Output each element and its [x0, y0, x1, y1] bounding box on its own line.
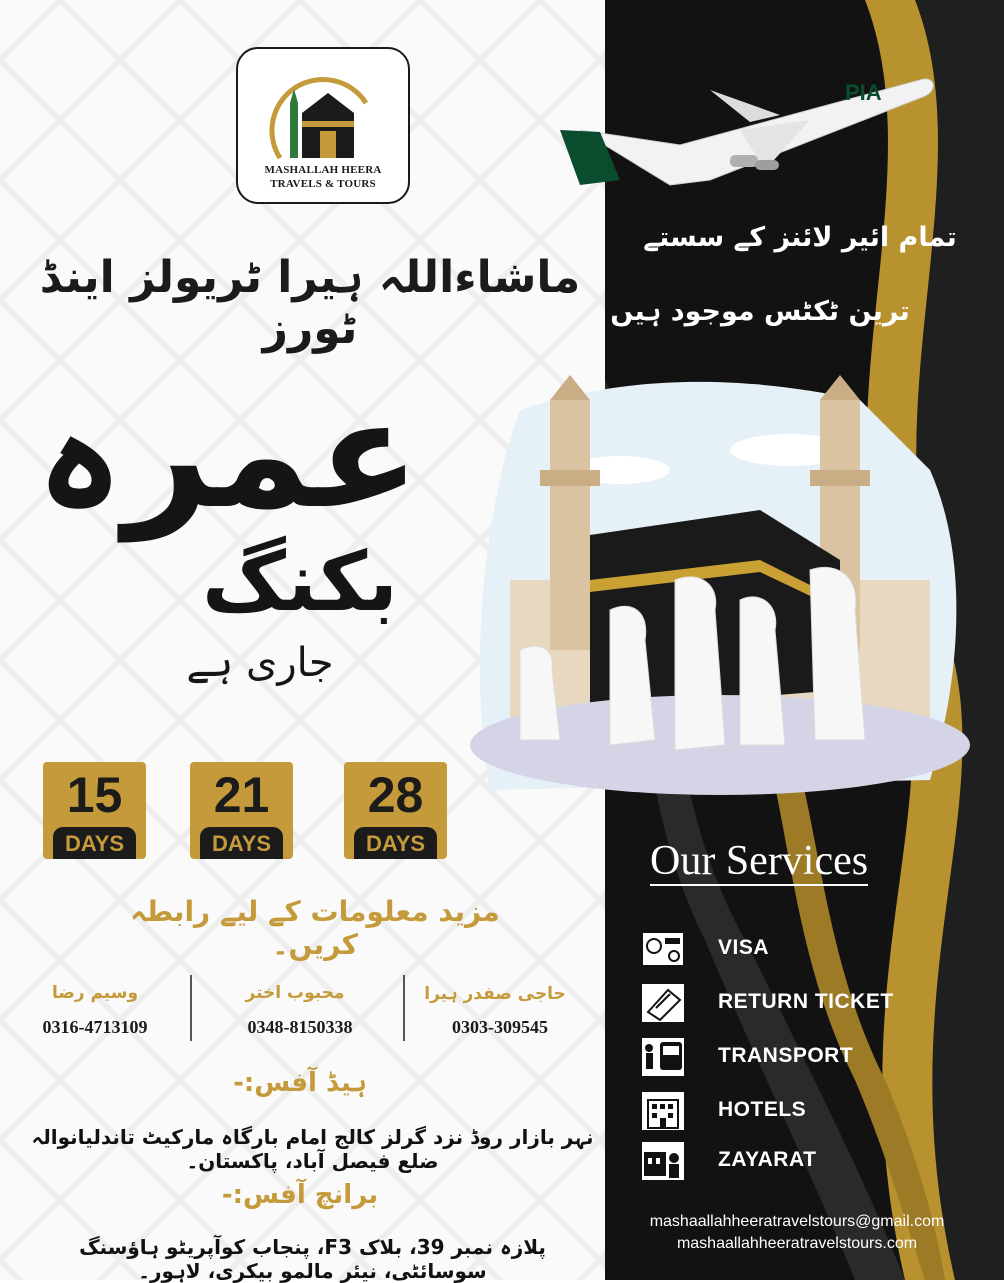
contact-phone[interactable]: 0316-4713109 — [42, 1017, 148, 1037]
airplane-image — [560, 60, 940, 200]
plane-livery-text: PIA — [845, 80, 882, 105]
ticket-icon — [640, 982, 686, 1024]
hero-ongoing-text: جاری ہے — [186, 640, 334, 686]
branch-office-heading: برانچ آفس:- — [221, 1180, 379, 1210]
service-item-visa[interactable] — [640, 928, 980, 972]
package-days-number: 28 — [367, 767, 424, 823]
head-office-address: نہر بازار روڈ نزد گرلز کالج امام بارگاہ مارکیٹ تاندلیانوالہ ضلع فیصل آباد، پاکستان۔ — [31, 1125, 594, 1173]
contact-phone[interactable]: 0303-309545 — [452, 1017, 548, 1037]
service-label: ZAYARAT — [718, 1148, 817, 1171]
package-card-21[interactable] — [190, 762, 293, 859]
contact-name: وسیم رضا — [51, 983, 139, 1003]
airline-text-line2: ترین ٹکٹس موجود ہیں — [610, 296, 910, 327]
branch-office-address: پلازہ نمبر 39، بلاک F3، پنجاب کوآپریٹو ہاؤسنگ سوسائٹی، نیئر مالمو بیکری، لاہور۔ — [79, 1235, 546, 1283]
kaaba-illustration — [460, 360, 980, 810]
service-item-hotels[interactable] — [640, 1090, 980, 1134]
service-item-return-ticket[interactable] — [640, 982, 980, 1026]
contact-phone[interactable]: 0348-8150338 — [247, 1017, 353, 1037]
ziyarat-icon — [640, 1140, 686, 1182]
contact-prompt: مزید معلومات کے لیے رابطہ کریں۔ — [130, 895, 500, 961]
company-title: ماشاءاللہ ہیرا ٹریولز اینڈ ٹورز — [39, 252, 581, 354]
visa-icon — [640, 928, 686, 970]
contact-divider — [190, 975, 192, 1041]
service-label: HOTELS — [718, 1098, 807, 1121]
package-days-number: 21 — [213, 767, 270, 823]
service-label: RETURN TICKET — [718, 990, 894, 1013]
contact-name: محبوب اختر — [245, 983, 345, 1003]
logo-name-line1: MASHALLAH HEERA — [264, 164, 382, 176]
service-item-transport[interactable] — [640, 1036, 980, 1080]
hotel-icon — [640, 1090, 686, 1132]
package-days-label: DAYS — [354, 827, 437, 859]
service-item-zayarat[interactable] — [640, 1140, 980, 1184]
contact-divider — [403, 975, 405, 1041]
email-link[interactable]: mashaallahheeratravelstours@gmail.com — [649, 1213, 945, 1230]
bus-icon — [640, 1036, 686, 1078]
package-days-label: DAYS — [53, 827, 136, 859]
service-label: VISA — [718, 936, 770, 959]
package-days-label: DAYS — [200, 827, 283, 859]
head-office-heading: ہیڈ آفس:- — [233, 1068, 367, 1098]
airline-text-line1: تمام ائیر لائنز کے سستے — [643, 222, 957, 253]
website-link[interactable]: mashaallahheeratravelstours.com — [676, 1235, 918, 1252]
service-label: TRANSPORT — [718, 1044, 854, 1067]
hero-umrah-text: عمرہ — [35, 368, 420, 542]
logo-name-line2: TRAVELS & TOURS — [270, 178, 376, 190]
hero-booking-text: بکنگ — [202, 535, 398, 630]
logo-card — [236, 47, 410, 204]
package-card-15[interactable] — [43, 762, 146, 859]
services-title: Our Services — [650, 838, 869, 884]
contact-name: حاجی صفدر ہیرا — [424, 984, 566, 1004]
package-days-number: 15 — [66, 767, 123, 823]
mosque-logo-icon — [268, 63, 378, 163]
package-card-28[interactable] — [344, 762, 447, 859]
